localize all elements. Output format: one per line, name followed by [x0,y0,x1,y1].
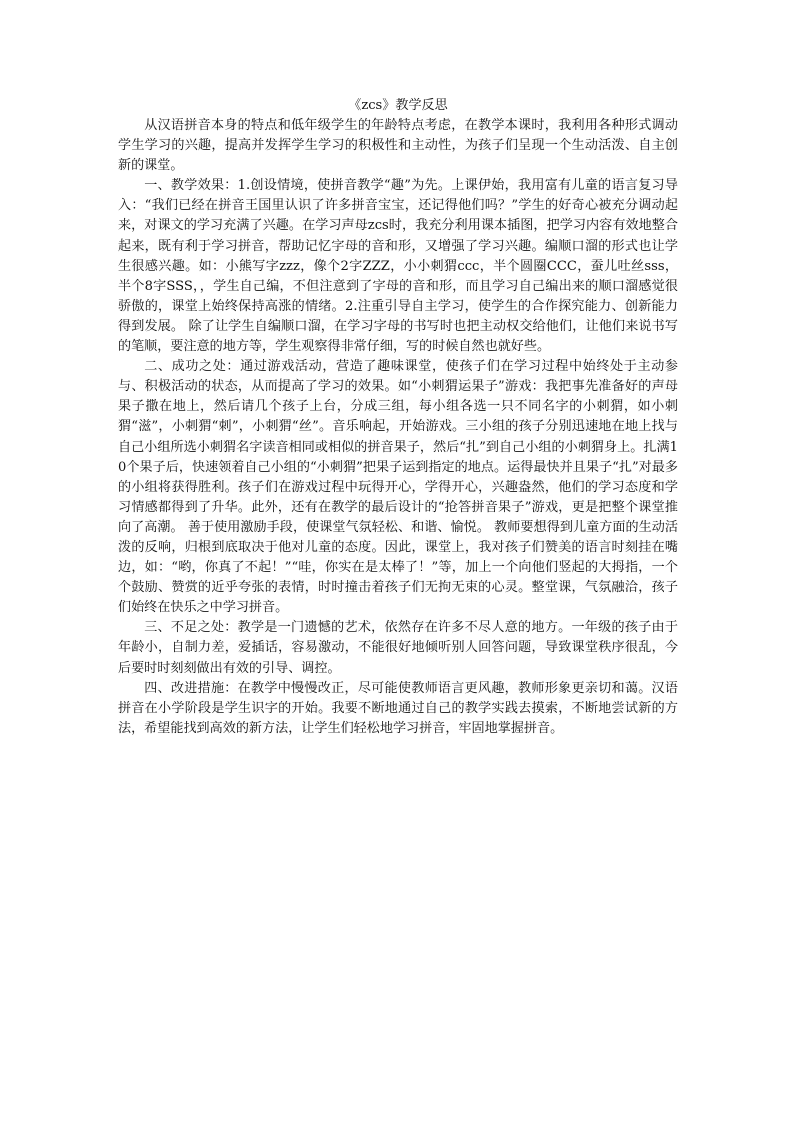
paragraph-improvements: 四、改进措施：在教学中慢慢改正，尽可能使教师语言更风趣，教师形象更亲切和蔼。汉语拼音在小学阶段是学生识字的开始。我要不断地通过自己的教学实践去摸索，不断地尝试新的方法，希望能找到高效的新方法，让学生们轻松地学习拼音，牢固地掌握拼音。 [118,680,678,736]
paragraph-shortcomings: 三、不足之处：教学是一门遗憾的艺术，依然存在许多不尽人意的地方。一年级的孩子由于年龄小，自制力差，爱插话，容易激动，不能很好地倾听别人回答问题，导致课堂秩序很乱，今后要时时刻刻做出有效的引导、调控。 [118,620,678,676]
document-title: 《zcs》教学反思 [348,98,448,113]
paragraph-intro: 从汉语拼音本身的特点和低年级学生的年龄特点考虑，在教学本课时，我利用各种形式调动学生学习的兴趣，提高并发挥学生学习的积极性和主动性，为孩子们呈现一个生动活泼、自主创新的课堂。 [118,118,678,174]
paragraph-success: 二、成功之处：通过游戏活动，营造了趣味课堂，使孩子们在学习过程中始终处于主动参与、积极活动的状态，从而提高了学习的效果。如“小刺猬运果子”游戏：我把事先准备好的声母果子撒在地上，然后请几个孩子上台，分成三组，每小组各选一只不同名字的小刺猬，如小刺猬“滋”，小刺猬“刺”，小刺猬“丝”。音乐响起，开始游戏。三小组的孩子分别迅速地在地上找与自己小组所选小刺猬名字读音相同或相似的拼音果子，然后“扎”到自己小组的小刺猬身上。扎满10个果子后，快速领着自己小组的“小刺猬”把果子运到指定的地点。运得最快并且果子“扎”对最多的小组将获得胜利。孩子们在游戏过程中玩得开心，学得开心，兴趣盎然，他们的学习态度和学习情感都得到了升华。此外，还有在教学的最后设计的“抢答拼音果子”游戏，更是把整个课堂推向了高潮。 善于使用激励手段，使课堂气氛轻松、和谐、愉悦。 教师要想得到儿童方面的生动活泼的反响，归根到底取决于他对儿童的态度。因此，课堂上，我对孩子们赞美的语言时刻挂在嘴边，如：“哟，你真了不起！”“哇，你实在是太棒了！”等，加上一个向他们竖起的大拇指，一个个鼓励、赞赏的近乎夸张的表情，时时撞击着孩子们无拘无束的心灵。整堂课，气氛融洽，孩子们始终在快乐之中学习拼音。 [118,359,678,616]
document-body [118,96,678,739]
paragraph-teaching-effect: 一、教学效果：1.创设情境，使拼音教学“趣”为先。上课伊始，我用富有儿童的语言复习导入：“我们已经在拼音王国里认识了许多拼音宝宝，还记得他们吗？”学生的好奇心被充分调动起来，对课文的学习充满了兴趣。在学习声母zcs时，我充分利用课本插图，把学习内容有效地整合起来，既有利于学习拼音，帮助记忆字母的音和形，又增强了学习兴趣。编顺口溜的形式也让学生很感兴趣。如：小熊写字zzz，像个2字ZZZ，小小刺猬ccc，半个圆圈CCC，蚕儿吐丝sss，半个8字SSS，，学生自己编，不但注意到了字母的音和形，而且学习自己编出来的顺口溜感觉很骄傲的，课堂上始终保持高涨的情绪。2.注重引导自主学习，使学生的合作探究能力、创新能力得到发展。 除了让学生自编顺口溜，在学习字母的书写时也把主动权交给他们，让他们来说书写的笔顺，要注意的地方等，学生观察得非常仔细，写的时候自然也就好些。 [118,178,678,355]
